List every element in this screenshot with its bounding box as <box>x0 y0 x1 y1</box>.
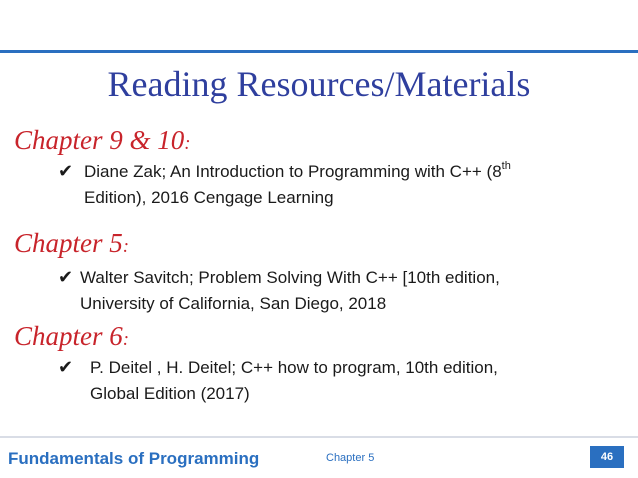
reference-superscript: th <box>501 160 511 173</box>
reference-line <box>84 159 511 185</box>
slide-title: Reading Resources/Materials <box>107 64 531 104</box>
section-heading-text: Chapter 9 & 10 <box>14 125 185 155</box>
reference-line: P. Deitel , H. Deitel; C++ how to program, 10th edition, <box>90 358 498 377</box>
section-heading-chapter-6 <box>14 320 129 356</box>
section-heading-text: Chapter 6 <box>14 321 123 351</box>
section-heading-colon: : <box>122 236 130 257</box>
section-heading-chapter-5 <box>14 227 129 263</box>
footer-chapter-label: Chapter 5 <box>326 452 375 464</box>
reference-text: Diane Zak; An Introduction to Programming with C++ (8 <box>84 162 502 181</box>
checkmark-icon: ✔ <box>58 161 74 182</box>
section-heading-chapter-9-10 <box>14 124 191 160</box>
top-rule <box>0 50 638 53</box>
reference-line-continued: Edition), 2016 Cengage Learning <box>84 188 334 207</box>
footer-rule <box>0 436 638 438</box>
page-number-badge: 46 <box>590 446 624 468</box>
reference-line-continued: Global Edition (2017) <box>90 384 250 403</box>
checkmark-icon: ✔ <box>58 357 74 378</box>
section-heading-text: Chapter 5 <box>14 228 123 258</box>
section-heading-colon: : <box>122 329 130 350</box>
section-heading-colon: : <box>184 133 191 154</box>
checkmark-icon: ✔ <box>58 267 74 288</box>
reference-line-continued: University of California, San Diego, 2018 <box>80 294 387 313</box>
footer-course-title: Fundamentals of Programming <box>8 449 260 468</box>
reference-line: Walter Savitch; Problem Solving With C++ [10th edition, <box>80 268 500 287</box>
